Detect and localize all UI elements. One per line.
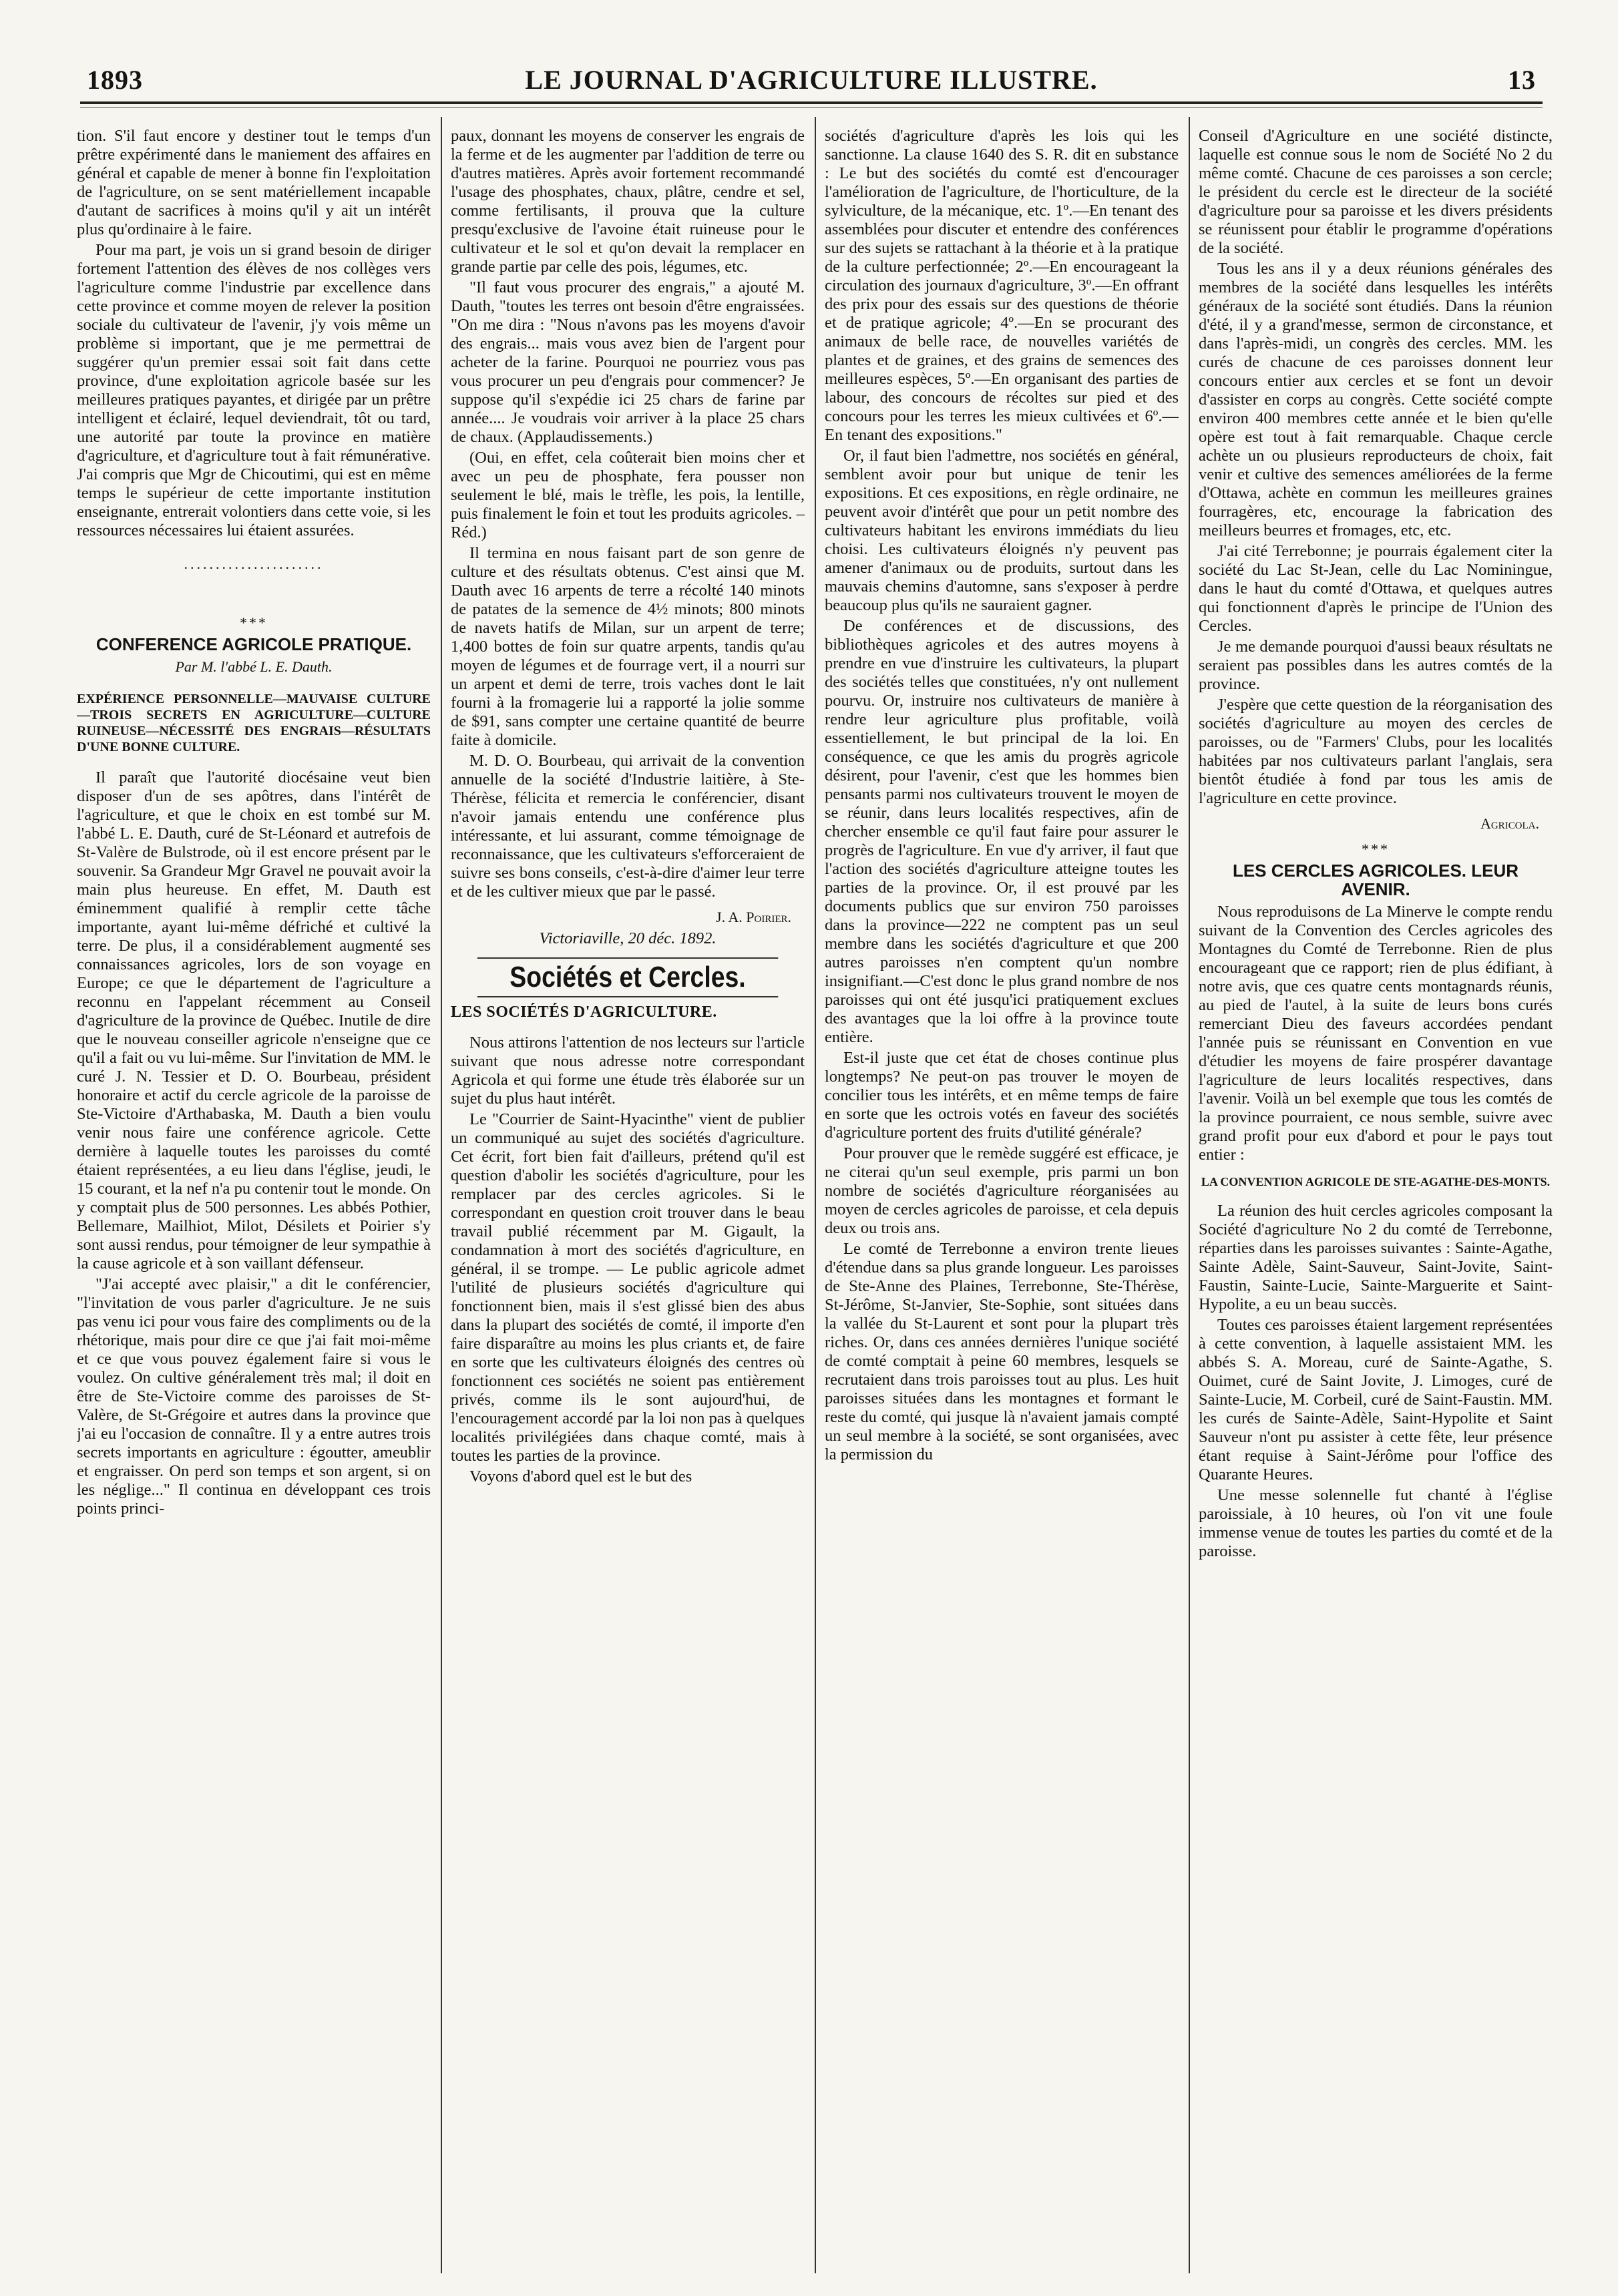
paragraph: paux, donnant les moyens de conserver les engrais de la ferme et de les augmenter par l'addition de terre ou d'autres matières. Après avoir fortement recommandé l'usage des phosphates, chaux, plâtre, cendre et sel, comme fertilisants, il prouva que la culture presqu'exclusive de l'avoine était ruineuse pour le cultivateur et le sol et qu'on devait la remplacer en grande partie par celle des pois, légumes, etc.	[451, 127, 805, 276]
article-title-conference: CONFERENCE AGRICOLE PRATIQUE.	[95, 634, 412, 654]
separator-stars: ***	[1362, 841, 1390, 857]
header-title: LE JOURNAL D'AGRICULTURE ILLUSTRE.	[525, 65, 1098, 95]
article-summary: EXPÉRIENCE PERSONNELLE—MAUVAISE CULTURE—TROIS SECRETS EN AGRICULTURE—CULTURE RUINEUSE—NÉCESSITÉ DES ENGRAIS—RÉSULTATS D'UNE BONNE CULTURE.	[77, 692, 431, 754]
paragraph: Voyons d'abord quel est le but des	[469, 1467, 692, 1485]
separator-stars: ***	[240, 614, 268, 631]
article-title-cercles: LES CERCLES AGRICOLES. LEUR AVENIR.	[1232, 861, 1519, 899]
paragraph: "Il faut vous procurer des engrais," a ajouté M. Dauth, "toutes les terres ont besoin d'être engraissées. "On me dira : "Nous n'avons pas les moyens d'avoir des engrais... mais vous avez bien de l'argent pour acheter de la farine. Pourquoi ne pourriez vous pas vous procurer un peu d'engrais pour commencer? Je suppose qu'il s'expédie ici 25 chars de farine par année.... Je voudrais voir arriver à la place 25 chars de chaux. (Applaudissements.)	[451, 278, 805, 446]
column-divider	[1189, 117, 1190, 2273]
column-1	[77, 127, 431, 2263]
paragraph: "J'ai accepté avec plaisir," a dit le conférencier, "l'invitation de vous parler d'agriculture. Je ne suis pas venu ici pour vous faire des compliments ou de la rhétorique, mais pour dire ce que j'ai fait moi-même et ce que vous pouvez également faire si vous le voulez. On cultive généralement très mal; il doit en être de Ste-Victoire comme des paroisses de St-Valère, de St-Grégoire et autres dans la province que j'ai eu l'occasion de connaître. Il y a entre autres trois secrets importants en agriculture : égoutter, ameublir et engraisser. On perd son temps et son argent, si on les néglige..." Il continua en développant ces trois points princi-	[77, 1275, 431, 1518]
column-divider	[441, 117, 442, 2273]
paragraph: Le comté de Terrebonne a environ trente lieues d'étendue dans sa plus grande longueur. Les paroisses de Ste-Anne des Plaines, Terrebonne, Ste-Thérèse, St-Jérôme, St-Janvier, Ste-Sophie, sont situées dans la vallée du St-Laurent et sont pour la plupart très riches. Or, dans ces années dernières l'unique société de comté comptait à peine 60 membres, lesquels se recrutaient dans trois paroisses tout au plus. Les huit paroisses situées dans les montagnes et formant le reste du comté, qui jusque là n'avaient jamais compté un seul membre à la société, se sont organisées, avec la permission du	[825, 1240, 1179, 1463]
paragraph: (Oui, en effet, cela coûterait bien moins cher et avec un peu de phosphate, fera pousser non seulement le blé, mais le trèfle, les pois, la lentille, puis finalement le foin et tout les produits agricoles. – Réd.)	[451, 449, 805, 541]
paragraph: La réunion des huit cercles agricoles composant la Société d'agriculture No 2 du comté de Terrebonne, réparties dans les paroisses suivantes : Sainte-Agathe, Sainte Adèle, Saint-Sauveur, Saint-Jovite, Saint-Faustin, Sainte-Lucie, Sainte-Marguerite et Saint-Hypolite, a eu un beau succès.	[1199, 1202, 1553, 1313]
signature: Agricola.	[1480, 815, 1539, 832]
article-title-societes: LES SOCIÉTÉS D'AGRICULTURE.	[451, 1003, 717, 1021]
dateline: Victoriaville, 20 déc. 1892.	[539, 929, 717, 947]
paragraph: Pour ma part, je vois un si grand besoin de diriger fortement l'attention des élèves de nos collèges vers l'agriculture comme l'industrie par excellence dans cette province et comme moyen de relever la position sociale du cultivateur de l'avenir, j'y vois même un problème si important, que je me permettrai de suggérer qu'un premier essai soit fait dans cette province, d'une exploitation agricole basée sur les meilleures pratiques payantes, et dirigée par un prêtre intelligent et éclairé, lequel deviendrait, tôt ou tard, une autorité par toute la province en matière d'agriculture, et d'agriculture tout à fait rémunérative. J'ai compris que Mgr de Chicoutimi, qui est en même temps le supérieur de cette importante institution enseignante, entrerait volontiers dans cette voie, si les ressources nécessaires lui étaient assurées.	[77, 241, 431, 539]
paragraph: De conférences et de discussions, des bibliothèques agricoles et des autres moyens à prendre en vue d'instruire les cultivateurs, la plupart des sociétés telles que constituées, n'y ont nullement pourvu. Or, instruire nos cultivateurs de manière à rendre leur agriculture plus profitable, voilà essentiellement, le but principal de la loi. En conséquence, ce que les amis du progrès agricole désirent, pour l'avenir, c'est que les hommes bien pensants parmi nos cultivateurs trouvent le moyen de se réunir, dans leurs localités respectives, afin de chercher ensemble ce qu'il faut faire pour assurer le progrès de l'agriculture. En vue d'y arriver, il faut que l'action des sociétés d'agriculture atteigne toutes les parties de la province. Or, il est prouvé par les documents publics que sur environ 750 paroisses dans la province—222 ne comptent pas un seul membre dans les sociétés d'agriculture et que 200 autres paroisses n'en comptent qu'un nombre insignifiant.—C'est donc le plus grand nombre de nos paroisses qui ont été jusqu'ici pratiquement exclues des avantages que la loi offre à la province toute entière.	[825, 617, 1179, 1046]
paragraph: Il paraît que l'autorité diocésaine veut bien disposer d'un de ses apôtres, dans l'intérêt de l'agriculture, et que le choix en est tombé sur M. l'abbé L. E. Dauth, curé de St-Léonard et autrefois de St-Valère de Bulstrode, où il est encore présent par le souvenir. Sa Grandeur Mgr Gravel ne pouvait avoir la main plus heureuse. En effet, M. Dauth est éminemment qualifié à remplir cette tâche importante, ayant lui-même défriché et cultivé la terre. De plus, il a considérablement augmenté ses connaissances agricoles, lors de son voyage en Europe; ce que le département de l'agriculture a reconnu en l'appelant récemment au Conseil d'agriculture de la province de Québec. Inutile de dire que le nouveau conseiller agricole n'enseigne que ce qu'il a fait ou vu lui-même. Sur l'invitation de MM. le curé J. N. Tessier et D. O. Bourbeau, président honoraire et actif du cercle agricole de la paroisse de Ste-Victoire d'Arthabaska, M. Dauth a bien voulu venir nous faire une conférence agricole. Cette dernière à laquelle toutes les paroisses du comté étaient représentées, a eu lieu dans l'église, jeudi, le 15 courant, et la nef n'a pu contenir tout le monde. On y comptait plus de 500 personnes. Les abbés Pothier, Bellemare, Mailhiot, Milot, Désilets et Poirier s'y sont aussi rendus, pour témoigner de leur sympathie à la cause agricole et à son vaillant défenseur.	[77, 768, 431, 1273]
paragraph: Nous attirons l'attention de nos lecteurs sur l'article suivant que nous adresse notre correspondant Agricola et qui forme une étude très élaborée sur un sujet du plus haut intérêt.	[451, 1034, 805, 1108]
paragraph: Toutes ces paroisses étaient largement représentées à cette convention, à laquelle assistaient MM. les abbés S. A. Moreau, curé de Sainte-Agathe, S. Ouimet, curé de Saint Jovite, J. Limoges, curé de Sainte-Lucie, M. Corbeil, curé de Saint-Faustin. MM. les curés de Sainte-Adèle, Saint-Hypolite et Saint Sauveur n'ont pu assister à cette fête, leur présence étant requise à Saint-Jérôme pour l'office des Quarante Heures.	[1199, 1316, 1553, 1483]
paragraph: J'ai cité Terrebonne; je pourrais également citer la société du Lac St-Jean, celle du Lac Nominingue, dans le haut du comté d'Ottawa, et quelques autres qui fonctionnent d'après le principe de l'Union des Cercles.	[1199, 542, 1553, 635]
header-year: 1893	[87, 65, 143, 95]
paragraph: tion. S'il faut encore y destiner tout le temps d'un prêtre expérimenté dans le maniement des affaires en général et capable de mener à bonne fin l'exploitation de l'agriculture, on se sent matériellement incapable d'autant de sacrifices à moins qu'il y ait un intérêt plus qu'ordinaire à le faire.	[77, 127, 431, 238]
paragraph: Pour prouver que le remède suggéré est efficace, je ne citerai qu'un seul exemple, pris parmi un bon nombre de sociétés d'agriculture réorganisées au moyen de cercles agricoles de paroisse, et cela depuis deux ou trois ans.	[825, 1144, 1179, 1237]
paragraph: Or, il faut bien l'admettre, nos sociétés en général, semblent avoir pour but unique de tenir les expositions. Et ces expositions, en règle ordinaire, ne peuvent avoir d'intérêt que pour un petit nombre des cultivateurs habitant les environs immédiats du lieu choisi. Les cultivateurs éloignés n'y peuvent pas amener d'animaux ou de produits, surtout dans les mauvais chemins d'automne, sans s'exposer à perdre beaucoup plus qu'ils ne sauraient gagner.	[825, 447, 1179, 614]
column-3	[825, 127, 1179, 2263]
page-header	[87, 52, 1536, 100]
column-divider	[815, 117, 816, 2273]
paragraph: Nous reproduisons de La Minerve le compte rendu suivant de la Convention des Cercles agricoles des Montagnes du Comté de Terrebonne. Rien de plus encourageant que ce rapport; rien de plus édifiant, à notre avis, que ces quatre cents montagnards réunis, au pied de l'autel, à la suite de leurs bons curés remerciant Dieu des faveurs accordées pendant l'année puis se réunissant en Convention en vue d'étudier les moyens de faire prospérer davantage l'agriculture de leurs localités respectives, dans l'avenir. Voilà un bel exemple que tous les comtés de la province pourraient, ce nous semble, suivre avec grand profit pour eux d'abord et pour le pays tout entier :	[1199, 903, 1553, 1164]
signature: J. A. Poirier.	[716, 909, 791, 925]
article-byline: Par M. l'abbé L. E. Dauth.	[175, 658, 333, 675]
paragraph: Il termina en nous faisant part de son genre de culture et des résultats obtenus. C'est ainsi que M. Dauth avec 16 arpents de terre a récolté 140 minots de patates de la semence de 4½ minots; 800 minots de navets hatifs de Milan, sur un arpent de terre; 1,400 bottes de foin sur quatre arpents, tandis qu'au moyen de légumes et de fourrage vert, il a nourri sur un arpent et demi de terre, trois vaches dont le lait fourni à la fromagerie lui a rapporté la jolie somme de $91, sans compter une certaine quantité de beurre faite à domicile.	[451, 544, 805, 749]
paragraph: Une messe solennelle fut chanté à l'église paroissiale, à 10 heures, où l'on vit une foule immense venue de toutes les parties du comté et de la paroisse.	[1199, 1486, 1553, 1560]
paragraph: Le "Courrier de Saint-Hyacinthe" vient de publier un communiqué au sujet des sociétés d'agriculture. Cet écrit, fort bien fait d'ailleurs, prétend qu'il est question d'abolir les sociétés d'agriculture, pour les remplacer par des cercles agricoles. Si le correspondant en question croit trouver dans le beau travail publié récemment par M. Gigault, la condamnation à mort des sociétés d'agriculture, en général, il se trompe. — Le public agricole admet l'utilité de plusieurs sociétés d'agriculture qui fonctionnent bien, mais il s'est glissé bien des abus dans la plupart des sociétés de comté, il importe d'en faire disparaître au moins les plus criants et, de faire en sorte que les cultivateurs éloignés des centres où fonctionnent ces sociétés ne soient pas entièrement privés, comme ils le sont aujourd'hui, de l'encouragement accordé par la loi non pas à quelques localités privilégiées dans chaque comté, mais à toutes les parties de la province.	[451, 1110, 805, 1465]
paragraph: M. D. O. Bourbeau, qui arrivait de la convention annuelle de la société d'Industrie laitière, à Ste-Thérèse, félicita et remercia le conférencier, disant n'avoir jamais entendu une conférence plus intéressante, et lui assurant, comme témoignage de reconnaissance, que les cultivateurs s'efforceraient de suivre ses bons conseils, c'est-à-dire d'aimer leur terre et de les cultiver mieux que par le passé.	[451, 752, 805, 901]
subheading-convention: LA CONVENTION AGRICOLE DE STE-AGATHE-DES-MONTS.	[1201, 1175, 1551, 1188]
column-4	[1199, 127, 1553, 2263]
section-heading-societes: Sociétés et Cercles.	[477, 957, 779, 997]
paragraph: J'espère que cette question de la réorganisation des sociétés d'agriculture au moyen des cercles de paroisses, ou de "Farmers' Clubs, pour les localités habitées par nos cultivateurs parlant l'anglais, sera bientôt étudiée à fond par tous les amis de l'agriculture en cette province.	[1199, 696, 1553, 807]
header-page-number: 13	[1508, 65, 1536, 95]
paragraph: Tous les ans il y a deux réunions générales des membres de la société dans lesquelles les intérêts généraux de la société sont étudiés. Dans la réunion d'été, il y a grand'messe, sermon de circonstance, et dans l'après-midi, un congrès des cercles. MM. les curés de chacune de ces paroisses donnent leur concours entier aux cercles et se font un devoir d'assister en corps au congrès. Cette société compte environ 400 membres cette année et le bien qu'elle opère est tout à fait remarquable. Chaque cercle achète un ou plusieurs reproducteurs de choix, fait venir et cultive des semences améliorées de la ferme d'Ottawa, achète en commun les meilleures graines fourragères, etc, encourage la fabrication des meilleurs beurres et fromages, etc, etc.	[1199, 260, 1553, 539]
header-rule	[80, 101, 1543, 104]
separator-dots: ......................	[184, 555, 324, 572]
paragraph: Est-il juste que cet état de choses continue plus longtemps? Ne peut-on pas trouver le moyen de concilier tous les intérêts, et en même temps de faire en sorte que les octrois votés en faveur des sociétés d'agriculture portent des fruits d'utilité générale?	[825, 1049, 1179, 1142]
paragraph: Conseil d'Agriculture en une société distincte, laquelle est connue sous le nom de Société No 2 du même comté. Chacune de ces paroisses a son cercle; le président du cercle est le directeur de la société d'agriculture pour sa paroisse et les divers présidents se réunissent pour établir le programme d'opérations de la société.	[1199, 127, 1553, 257]
column-2	[451, 127, 805, 2263]
paragraph: sociétés d'agriculture d'après les lois qui les sanctionne. La clause 1640 des S. R. dit en substance : Le but des sociétés du comté est d'encourager l'amélioration de l'agriculture, de l'horticulture, de la sylviculture, de la mécanique, etc. 1º.—En tenant des assemblées pour discuter et entendre des conférences sur des sujets se rattachant à la théorie et à la pratique de la culture perfectionnée; 2º.—En encourageant la circulation des journaux d'agriculture, 3º.—En offrant des prix pour des essais sur des questions de théorie et de pratique agricole; 4º.—En se procurant des animaux de belle race, de nouvelles variétés de plantes et de graines, et des grains de semences des meilleures espèces, 5º.—En organisant des parties de labour, des concours de récoltes sur pied et des concours pour les terres les mieux cultivées et 6º.—En tenant des expositions."	[825, 127, 1179, 444]
paragraph: Je me demande pourquoi d'aussi beaux résultats ne seraient pas possibles dans les autres comtés de la province.	[1199, 638, 1553, 693]
